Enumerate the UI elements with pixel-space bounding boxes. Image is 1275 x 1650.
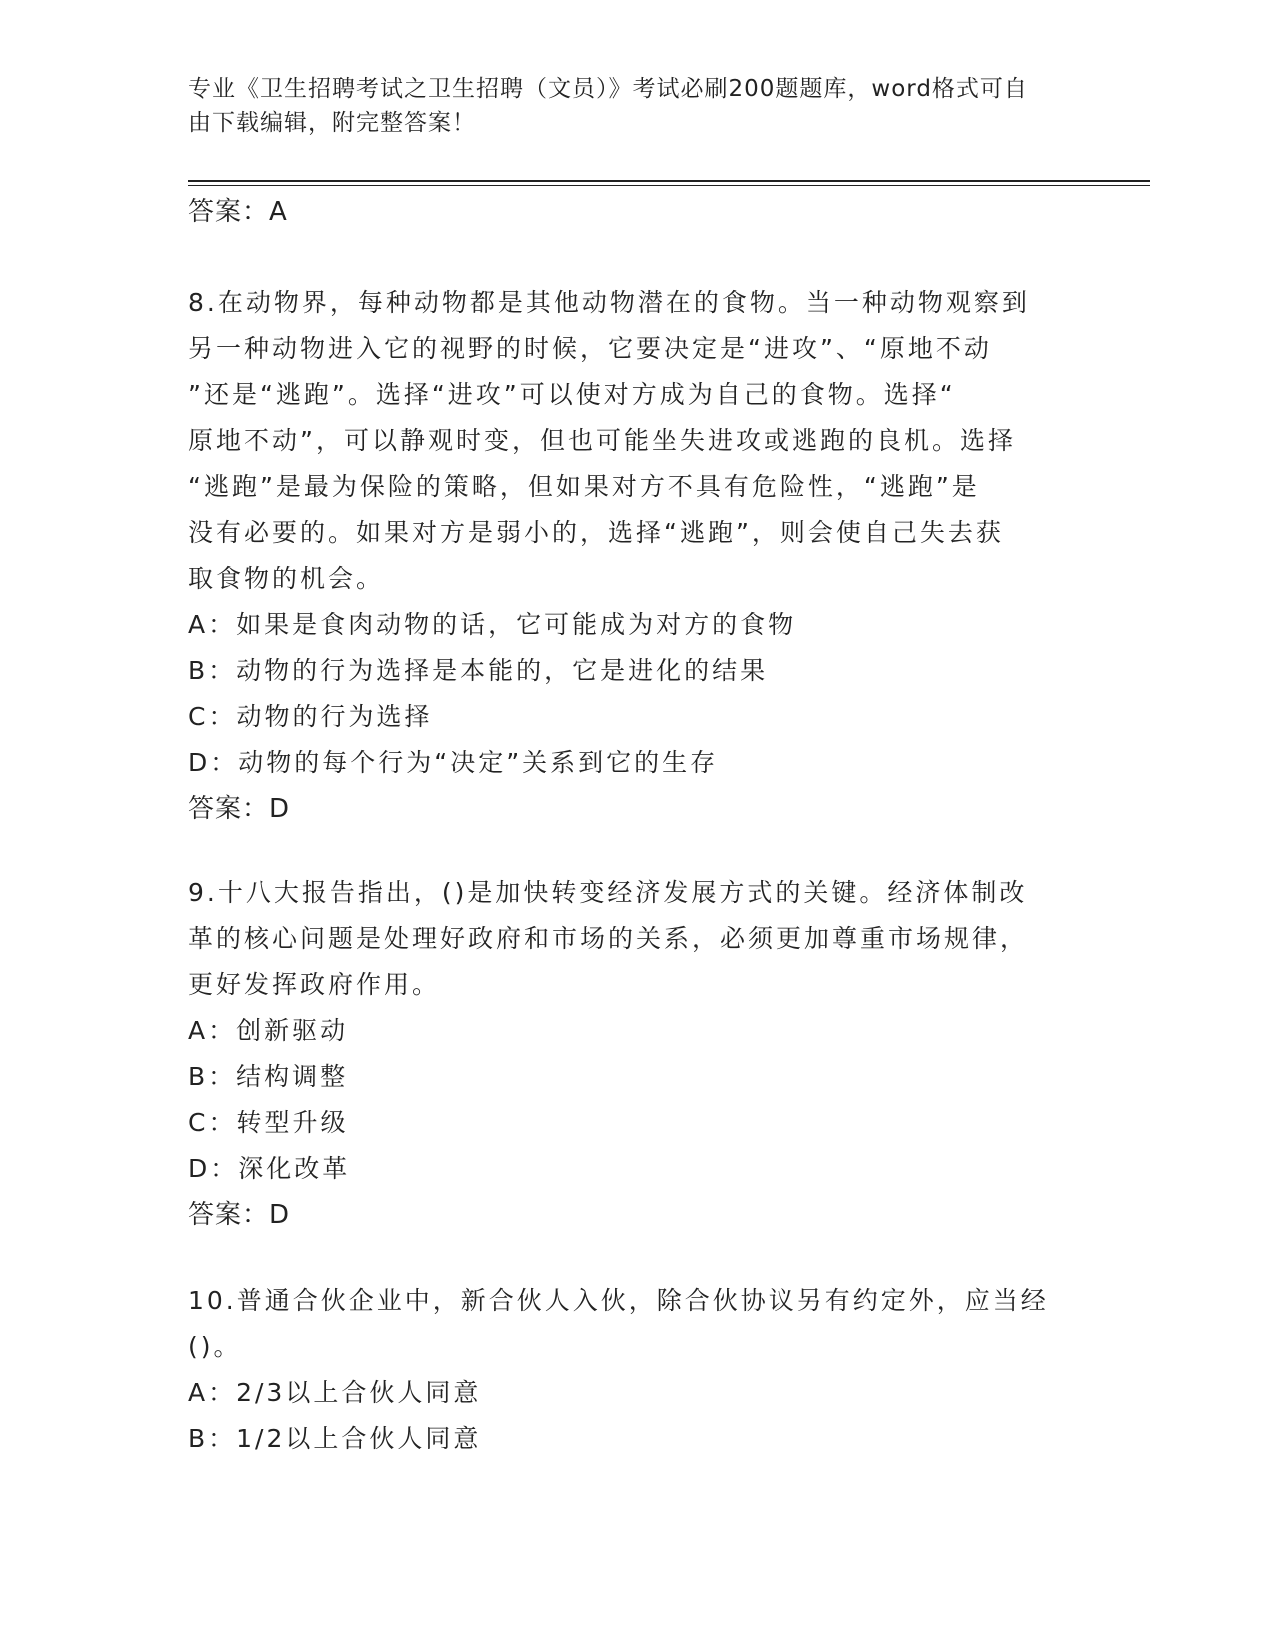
- option-a: A：如果是食肉动物的话，它可能成为对方的食物: [188, 610, 797, 639]
- question-line: 8.在动物界，每种动物都是其他动物潜在的食物。当一种动物观察到: [188, 288, 1030, 317]
- header-divider-thin: [188, 185, 1150, 186]
- option-c: C：转型升级: [188, 1108, 349, 1137]
- option-d: D：深化改革: [188, 1154, 351, 1183]
- option-b: B：动物的行为选择是本能的，它是进化的结果: [188, 656, 769, 685]
- question-line: 没有必要的。如果对方是弱小的，选择“逃跑”，则会使自己失去获: [188, 518, 1004, 547]
- question-10: [188, 1278, 1068, 1462]
- page-header: [188, 72, 1068, 140]
- header-divider: [188, 180, 1150, 182]
- question-stem: [188, 280, 1068, 602]
- answer: 答案：D: [188, 794, 291, 824]
- option-c: C：动物的行为选择: [188, 702, 433, 731]
- question-stem: [188, 870, 1068, 1008]
- header-line: 专业《卫生招聘考试之卫生招聘（文员）》考试必刷200题题库，word格式可自: [188, 76, 1028, 102]
- question-line: 9.十八大报告指出，()是加快转变经济发展方式的关键。经济体制改: [188, 878, 1028, 907]
- question-line: ”还是“逃跑”。选择“进攻”可以使对方成为自己的食物。选择“: [188, 380, 956, 409]
- question-8: [188, 280, 1068, 832]
- question-line: 革的核心问题是处理好政府和市场的关系，必须更加尊重市场规律，: [188, 924, 1029, 953]
- question-line: 取食物的机会。: [188, 564, 385, 593]
- option-b: B：1/2以上合伙人同意: [188, 1424, 482, 1453]
- question-line: 原地不动”，可以静观时变，但也可能坐失进攻或逃跑的良机。选择: [188, 426, 1016, 455]
- previous-answer: 答案：A: [188, 197, 288, 227]
- question-line: ()。: [188, 1332, 242, 1361]
- answer: 答案：D: [188, 1200, 291, 1230]
- question-9: [188, 870, 1068, 1238]
- option-a: A：2/3以上合伙人同意: [188, 1378, 482, 1407]
- option-a: A：创新驱动: [188, 1016, 349, 1045]
- header-line: 由下载编辑，附完整答案！: [188, 110, 476, 136]
- question-line: 另一种动物进入它的视野的时候，它要决定是“进攻”、“原地不动: [188, 334, 992, 363]
- question-line: “逃跑”是最为保险的策略，但如果对方不具有危险性，“逃跑”是: [188, 472, 980, 501]
- option-b: B：结构调整: [188, 1062, 349, 1091]
- option-d: D：动物的每个行为“决定”关系到它的生存: [188, 748, 719, 777]
- question-line: 10.普通合伙企业中，新合伙人入伙，除合伙协议另有约定外，应当经: [188, 1286, 1049, 1315]
- question-stem: [188, 1278, 1068, 1370]
- question-line: 更好发挥政府作用。: [188, 970, 441, 999]
